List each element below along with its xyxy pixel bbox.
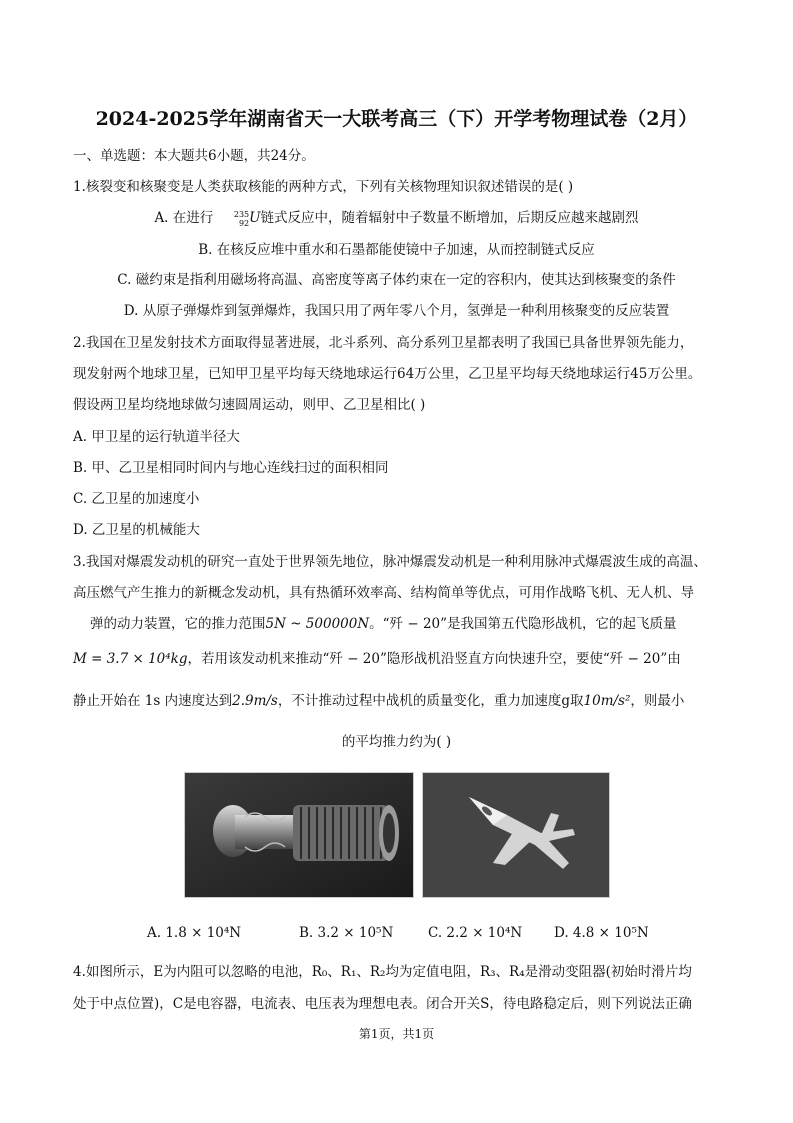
q2-option-d: D. 乙卫星的机械能大	[73, 522, 200, 538]
q2-stem-line2: 现发射两个地球卫星，已知甲卫星平均每天绕地球运行64万公里，乙卫星平均每天绕地球运行45万公里。	[73, 366, 702, 382]
q2-option-b: B. 甲、乙卫星相同时间内与地心连线扫过的面积相同	[73, 460, 389, 476]
q1-option-c: C. 磁约束是指利用磁场将高温、高密度等离子体约束在一定的容积内，使其达到核聚变的条件	[117, 272, 676, 288]
q3-choice-c: C. 2.2 × 10⁴N	[428, 925, 523, 941]
q2-option-a: A. 甲卫星的运行轨道半径大	[73, 429, 240, 445]
q1-option-d: D. 从原子弹爆炸到氢弹爆炸，我国只用了两年零八个月，氢弹是一种利用核聚变的反应装置	[123, 303, 670, 319]
q2-stem-line3: 假设两卫星均绕地球做匀速圆周运动，则甲、乙卫星相比( )	[73, 397, 426, 413]
page-footer: 第1页，共1页	[358, 1027, 435, 1041]
q4-stem-line2: 处于中点位置)，C是电容器，电流表、电压表为理想电表。闭合开关S，待电路稳定后，则下列说法正确	[73, 996, 692, 1012]
q3-choice-a: A. 1.8 × 10⁴N	[147, 925, 242, 941]
section-heading: 一、单选题：本大题共6小题，共24分。	[73, 148, 315, 164]
q3-stem-line2: 高压燃气产生推力的新概念发动机，具有热循环效率高、结构简单等优点，可用作战略飞机、无人机、导	[73, 585, 694, 601]
q1-option-a: A. 在进行 235 92 U链式反应中，随着辐射中子数量不断增加，后期反应越来越剧烈	[154, 209, 639, 228]
fighter-jet-photo	[422, 772, 610, 898]
q1-stem: 1.核裂变和核聚变是人类获取核能的两种方式，下列有关核物理知识叙述错误的是( )	[73, 179, 574, 195]
engine-photo	[184, 772, 414, 898]
q2-option-c: C. 乙卫星的加速度小	[73, 491, 200, 507]
q3-stem-line6: 的平均推力约为( )	[341, 734, 452, 750]
q1-option-b: B. 在核反应堆中重水和石墨都能使镜中子加速，从而控制链式反应	[198, 242, 595, 258]
page-title: 2024-2025学年湖南省天一大联考高三（下）开学考物理试卷（2月）	[95, 108, 698, 130]
q3-stem-line4: M = 3.7 × 10⁴kg，若用该发动机来推动“歼 − 20”隐形战机沿竖直方向快速升空，要使“歼 − 20”由	[73, 651, 681, 667]
q3-choice-b: B. 3.2 × 10⁵N	[299, 925, 394, 941]
q3-choice-d: D. 4.8 × 10⁵N	[554, 925, 649, 941]
isotope-notation: 235 92	[233, 209, 250, 228]
q3-stem-line1: 3.我国对爆震发动机的研究一直处于世界领先地位，脉冲爆震发动机是一种利用脉冲式爆震波生成的高温、	[73, 554, 707, 570]
q2-stem-line1: 2.我国在卫星发射技术方面取得显著进展，北斗系列、高分系列卫星都表明了我国已具备世界领先能力，	[73, 335, 694, 351]
q4-stem-line1: 4.如图所示，E为内阻可以忽略的电池，R₀、R₁、R₂均为定值电阻，R₃、R₄是滑动变阻器(初始时滑片均	[73, 964, 692, 980]
q3-stem-line3: 弹的动力装置，它的推力范围5N ~ 500000N。“歼 − 20”是我国第五代隐形战机，它的起飞质量	[90, 616, 677, 632]
q3-stem-line5: 静止开始在 1s 内速度达到2.9m/s，不计推动过程中战机的质量变化，重力加速度g取10m/s²，则最小	[73, 693, 685, 709]
